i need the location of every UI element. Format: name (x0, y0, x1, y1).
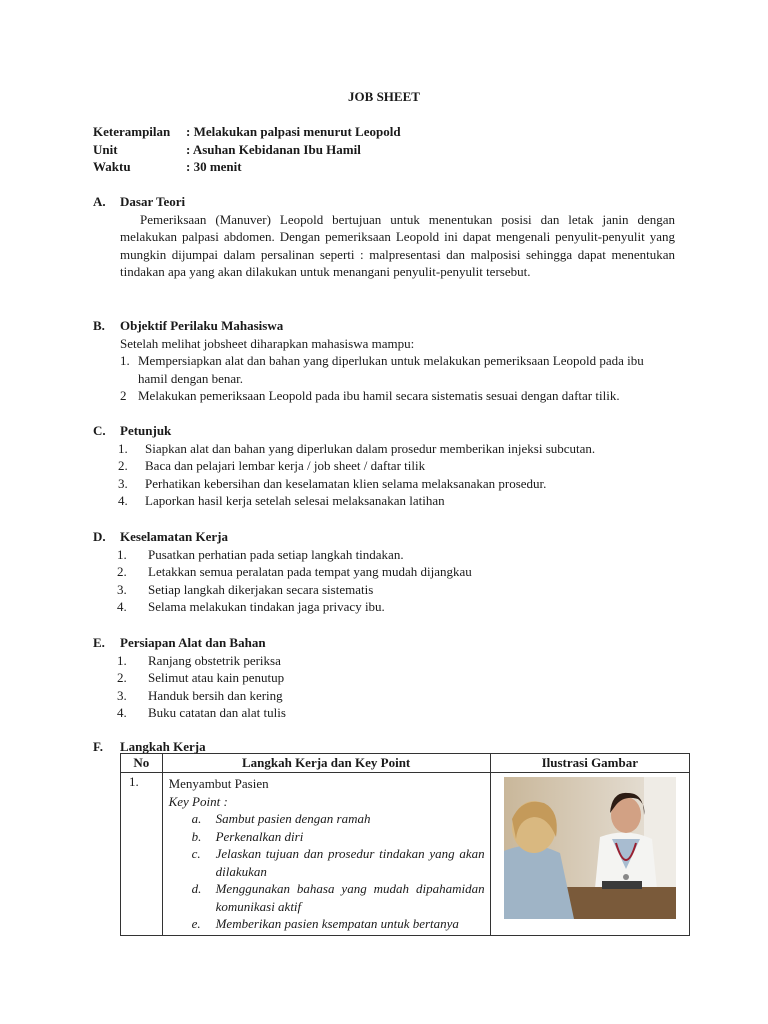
meta-row (93, 123, 401, 141)
table-header-row (121, 754, 690, 773)
meta-key: Waktu (93, 159, 131, 174)
list-item: 3. Handuk bersih dan kering (117, 687, 283, 703)
column-header-step: Langkah Kerja dan Key Point (162, 754, 490, 773)
key-point-item: c. Jelaskan tujuan dan prosedur tindakan yang akan dilakukan (191, 846, 485, 879)
section-heading: C. Petunjuk (93, 423, 172, 438)
meta-block (93, 123, 401, 176)
step-title: Menyambut Pasien (168, 776, 269, 791)
equipment-list (93, 652, 675, 722)
list-item: 1. Siapkan alat dan bahan yang diperlukan dalam prosedur memberikan injeksi subcutan. (118, 440, 596, 456)
key-point-item: b. Perkenalkan diri (191, 828, 304, 844)
meta-key: Unit (93, 141, 118, 157)
key-point-item: e. Memberikan pasien ksempatan untuk bertanya (191, 916, 459, 931)
section-petunjuk (93, 422, 675, 510)
meta-value: : Melakukan palpasi menurut Leopold (186, 124, 401, 139)
section-dasar-teori (93, 193, 675, 281)
page-title: JOB SHEET (348, 89, 420, 104)
list-item: 2. Selimut atau kain penutup (117, 670, 285, 685)
column-header-illustration: Ilustrasi Gambar (490, 754, 689, 773)
key-point-item: a. Sambut pasien dengan ramah (191, 811, 371, 826)
row-number: 1. (121, 773, 163, 936)
doctor-patient-photo (504, 777, 676, 919)
column-header-no: No (121, 754, 163, 773)
step-cell (162, 773, 490, 936)
list-item: 4. Selama melakukan tindakan jaga privacy ibu. (117, 599, 385, 614)
key-point-label: Key Point : (168, 793, 228, 809)
list-item: 4. Laporkan hasil kerja setelah selesai melaksanakan latihan (118, 493, 445, 508)
section-heading: D. Keselamatan Kerja (93, 529, 228, 544)
list-item: 3. Setiap langkah dikerjakan secara sistematis (117, 581, 374, 597)
table-row (121, 773, 690, 936)
section-keselamatan (93, 528, 675, 616)
section-objektif (93, 317, 675, 405)
meta-row (93, 158, 401, 176)
list-item: 4. Buku catatan dan alat tulis (117, 705, 286, 720)
meta-row (93, 141, 401, 159)
illustration-cell (490, 773, 689, 936)
list-item: 2 Melakukan pemeriksaan Leopold pada ibu hamil secara sistematis sesuai dengan daftar tilik. (120, 388, 620, 403)
list-item: 1. Pusatkan perhatian pada setiap langkah tindakan. (117, 546, 404, 562)
section-paragraph: Pemeriksaan (Manuver) Leopold bertujuan untuk menentukan posisi dan letak janin dengan melakukan palpasi abdomen. Dengan pemeriksaan Leopold ini dapat mengenali penyulit-penyulit yang mungkin dijumpai dalam persalinan seperti : malpresentasi dan malposisi sehingga dapat menentukan tindakan apa yang akan dilakukan untuk menangani penyulit-penyulit tersebut. (120, 211, 675, 279)
list-item: 3. Perhatikan kebersihan dan keselamatan klien selama melaksanakan prosedur. (118, 475, 547, 491)
list-item: 1. Ranjang obstetrik periksa (117, 652, 281, 668)
section-persiapan (93, 634, 675, 722)
section-heading: A. Dasar Teori (93, 194, 186, 209)
list-item: 2. Baca dan pelajari lembar kerja / job sheet / daftar tilik (118, 458, 426, 473)
section-heading: B. Objektif Perilaku Mahasiswa (93, 318, 284, 333)
steps-table (120, 753, 690, 936)
instruction-list (93, 440, 675, 510)
meta-value: : Asuhan Kebidanan Ibu Hamil (186, 141, 361, 157)
meta-value: : 30 menit (186, 159, 242, 174)
meta-key: Keterampilan (93, 124, 171, 139)
section-heading: E. Persiapan Alat dan Bahan (93, 635, 266, 650)
list-item: 1. Mempersiapkan alat dan bahan yang diperlukan untuk melakukan pemeriksaan Leopold pada ibu hamil dengan benar. (120, 353, 644, 386)
objective-list (93, 352, 675, 405)
safety-list (93, 546, 675, 616)
key-point-item: d. Menggunakan bahasa yang mudah dipahamidan komunikasi aktif (191, 881, 485, 914)
list-item: 2. Letakkan semua peralatan pada tempat yang mudah dijangkau (117, 564, 472, 579)
section-intro: Setelah melihat jobsheet diharapkan mahasiswa mampu: (120, 335, 415, 351)
section-heading: F. Langkah Kerja (93, 739, 206, 754)
